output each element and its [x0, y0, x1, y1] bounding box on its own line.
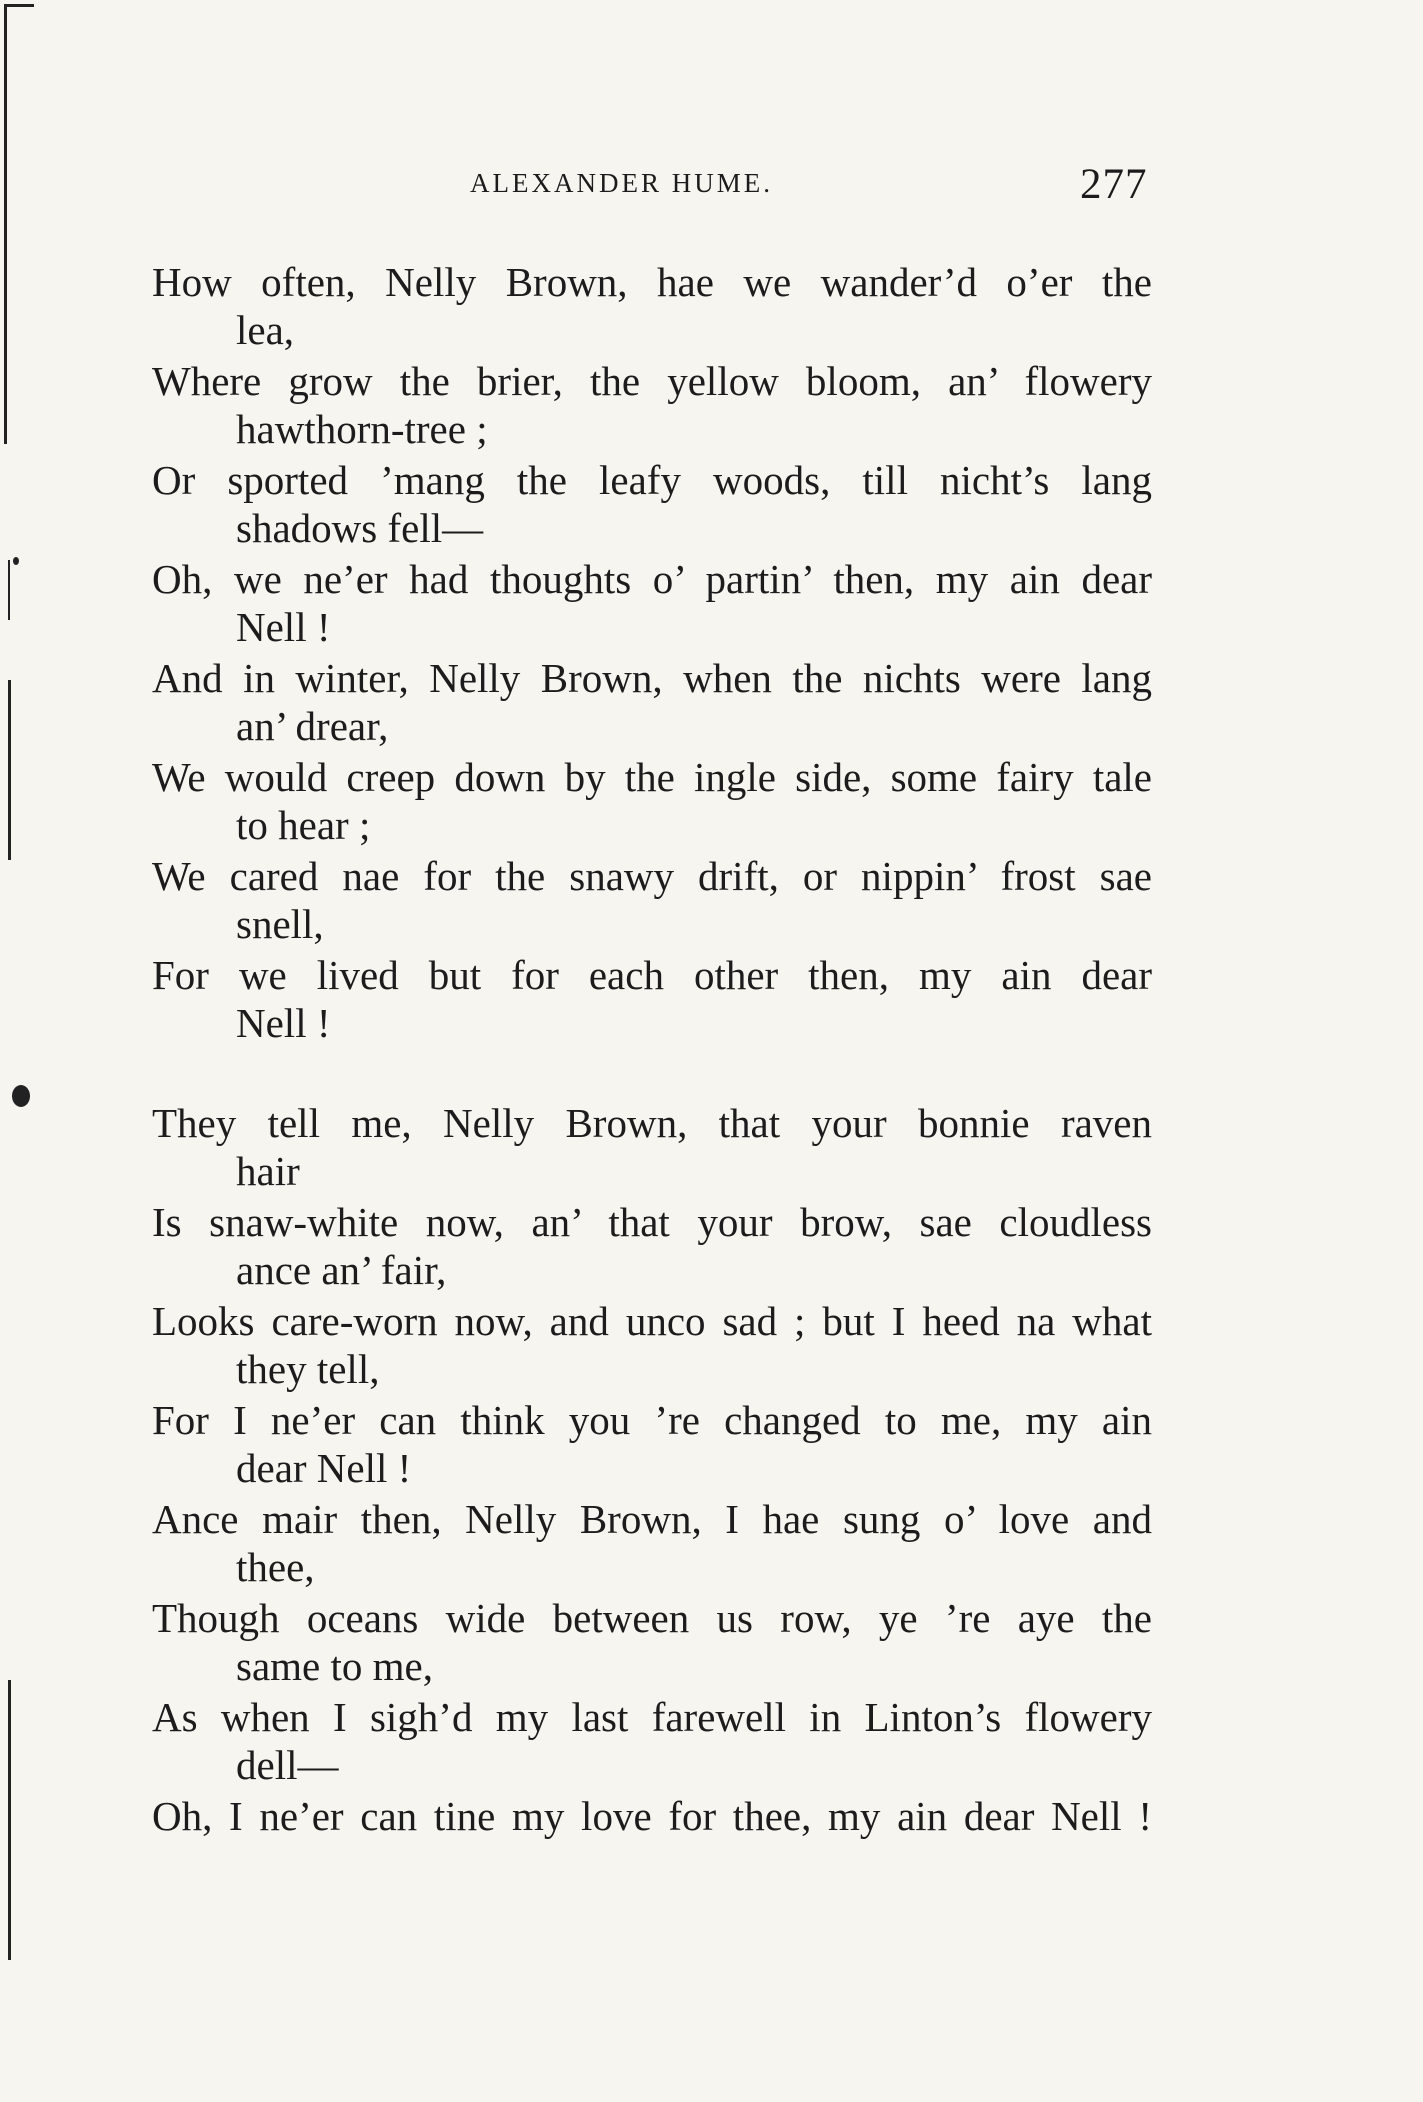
verse-line-text: For I ne’er can think you ’re changed to me, my ain — [152, 1397, 1152, 1443]
verse-line-text: We would creep down by the ingle side, some fairy tale — [152, 754, 1152, 800]
verse-line — [152, 456, 1152, 552]
margin-scan-line — [4, 4, 34, 7]
verse-line-text: Where grow the brier, the yellow bloom, an’ flowery — [152, 358, 1152, 404]
verse-line-text: Oh, I ne’er can tine my love for thee, my ain dear Nell ! — [152, 1793, 1152, 1839]
verse-line — [152, 852, 1152, 948]
verse-line-text: How often, Nelly Brown, hae we wander’d o’er the — [152, 259, 1152, 305]
verse-line-text: And in winter, Nelly Brown, when the nichts were lang — [152, 655, 1152, 701]
verse-line-continuation: dell— — [236, 1742, 339, 1788]
verse-line-continuation: an’ drear, — [236, 703, 389, 749]
verse-line — [152, 1693, 1152, 1789]
verse-line-text: Though oceans wide between us row, ye ’re aye the — [152, 1595, 1152, 1641]
running-title: ALEXANDER HUME. — [470, 168, 773, 198]
verse-line-continuation: snell, — [236, 901, 324, 947]
verse-line — [152, 357, 1152, 453]
verse-line — [152, 258, 1152, 354]
running-head — [0, 161, 1423, 228]
verse-line — [152, 1495, 1152, 1591]
verse-line — [152, 1099, 1152, 1195]
margin-ink-dot — [12, 1085, 30, 1107]
verse-line — [152, 654, 1152, 750]
verse-line-text: Or sported ’mang the leafy woods, till nicht’s lang — [152, 457, 1152, 503]
verse-line-text: We cared nae for the snawy drift, or nippin’ frost sae — [152, 853, 1152, 899]
verse-line-continuation: thee, — [236, 1544, 315, 1590]
margin-ink-dot — [13, 557, 19, 565]
verse-line-text: They tell me, Nelly Brown, that your bonnie raven — [152, 1100, 1152, 1146]
verse-line — [152, 1792, 1152, 1840]
verse-line-text: Ance mair then, Nelly Brown, I hae sung o’ love and — [152, 1496, 1152, 1542]
verse-line-continuation: ance an’ fair, — [236, 1247, 447, 1293]
verse-line — [152, 1297, 1152, 1393]
verse-line-continuation: they tell, — [236, 1346, 380, 1392]
verse-line-text: Looks care-worn now, and unco sad ; but I heed na what — [152, 1298, 1152, 1344]
verse-line — [152, 1396, 1152, 1492]
verse-line-continuation: to hear ; — [236, 802, 371, 848]
verse-line-continuation: shadows fell— — [236, 505, 484, 551]
margin-scan-line — [8, 1680, 11, 1960]
verse-line — [152, 753, 1152, 849]
margin-scan-line — [8, 560, 10, 620]
verse-line — [152, 555, 1152, 651]
verse-line-continuation: hawthorn-tree ; — [236, 406, 488, 452]
verse-line — [152, 1594, 1152, 1690]
verse-line — [152, 1198, 1152, 1294]
verse-line-continuation: Nell ! — [236, 604, 331, 650]
verse-line-text: Oh, we ne’er had thoughts o’ partin’ then, my ain dear — [152, 556, 1152, 602]
page-number: 277 — [1080, 161, 1148, 208]
verse-line-continuation: lea, — [236, 307, 295, 353]
verse-line-continuation: dear Nell ! — [236, 1445, 412, 1491]
verse-line-text: For we lived but for each other then, my ain dear — [152, 952, 1152, 998]
verse-line-continuation: Nell ! — [236, 1000, 331, 1046]
verse-line-text: As when I sigh’d my last farewell in Linton’s flowery — [152, 1694, 1152, 1740]
verse-line-text: Is snaw-white now, an’ that your brow, sae cloudless — [152, 1199, 1152, 1245]
verse-line — [152, 951, 1152, 1047]
margin-scan-line — [8, 680, 11, 860]
verse-line-continuation: hair — [236, 1148, 300, 1194]
verse-line-continuation: same to me, — [236, 1643, 433, 1689]
